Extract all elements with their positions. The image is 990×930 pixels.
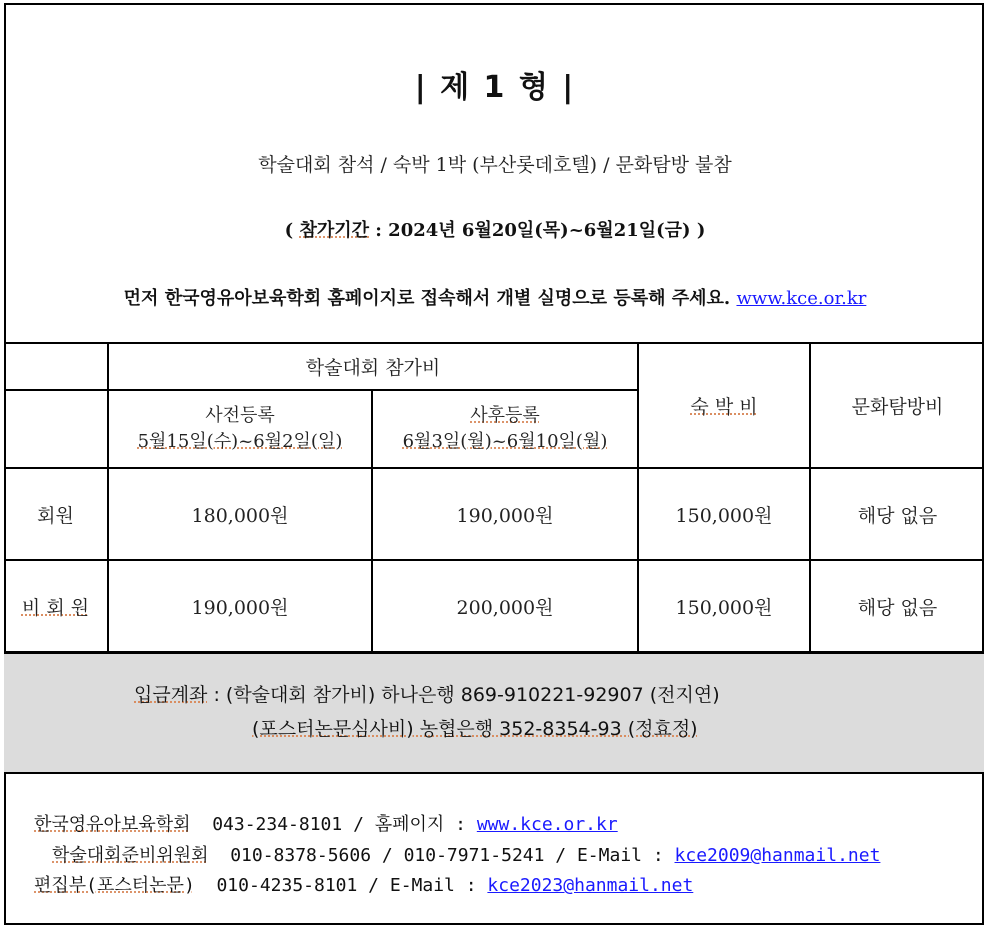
editor-name: 편집부(포스터논문) [34,875,195,896]
society-phone: 043-234-8101 / 홈페이지 : [212,814,477,835]
period-label: 참가기간 [299,220,369,241]
bank-line-1 [134,680,720,707]
late-dates: 6월3일(월)~6월10일(월) [402,431,608,452]
late-label: 사후등록 [470,405,540,426]
committee-name: 학술대회준비위원회 [52,845,209,866]
header-blank-cell [4,343,108,390]
early-dates: 5월15일(수)~6월2일(일) [137,431,343,452]
contact-society [34,810,618,836]
member-type-cell [4,560,108,652]
bank-label: 입금계좌 [134,684,208,706]
period-value: : 2024년 6월20일(목)~6월21일(금) ) [369,220,706,241]
bank-line-2: (포스터논문심사비) 농협은행 352-8354-93 (정효정) [252,718,698,740]
lodging-header-label: 숙 박 비 [690,396,758,418]
early-label: 사전등록 [205,405,275,426]
late-fee-cell: 200,000원 [372,560,638,652]
late-fee-cell: 190,000원 [372,468,638,560]
society-homepage-link[interactable]: www.kce.or.kr [476,814,618,835]
lodging-fee-cell: 150,000원 [638,468,810,560]
early-fee-cell: 190,000원 [108,560,372,652]
lodging-fee-cell: 150,000원 [638,560,810,652]
fee-table [4,342,984,653]
editor-email-link[interactable]: kce2023@hanmail.net [487,875,694,896]
period-prefix: ( [284,220,300,241]
contact-committee [52,841,880,867]
tour-header: 문화탐방비 [810,343,984,468]
page-title: | 제 1 형 | [414,70,576,105]
fee-group-header: 학술대회 참가비 [108,343,638,390]
nonmember-label: 비 회 원 [21,596,90,619]
bank-account-box [4,652,984,774]
committee-email-link[interactable]: kce2009@hanmail.net [674,845,881,866]
participation-period [0,216,990,242]
notice-text: 먼저 한국영유아보육학회 홈페이지로 접속해서 개별 실명으로 등록해 주세요. [123,288,737,309]
lodging-header [638,343,810,468]
contact-editor [34,871,693,897]
header-blank-cell-2 [4,390,108,468]
early-registration-header [108,390,372,468]
bank-line-1-text: : (학술대회 참가비) 하나은행 869-910221-92907 (전지연) [207,684,720,706]
society-name: 한국영유아보육학회 [34,814,191,835]
registration-notice [0,284,990,310]
editor-phone: 010-4235-8101 / E-Mail : [216,875,488,896]
committee-phone: 010-8378-5606 / 010-7971-5241 / E-Mail : [230,845,675,866]
late-registration-header [372,390,638,468]
tour-fee-cell: 해당 없음 [810,560,984,652]
member-type-cell: 회원 [4,468,108,560]
tour-fee-cell: 해당 없음 [810,468,984,560]
early-fee-cell: 180,000원 [108,468,372,560]
table-row [4,468,984,560]
homepage-link[interactable]: www.kce.or.kr [736,288,867,309]
table-row [4,560,984,652]
event-summary: 학술대회 참석 / 숙박 1박 (부산롯데호텔) / 문화탐방 불참 [258,154,732,176]
